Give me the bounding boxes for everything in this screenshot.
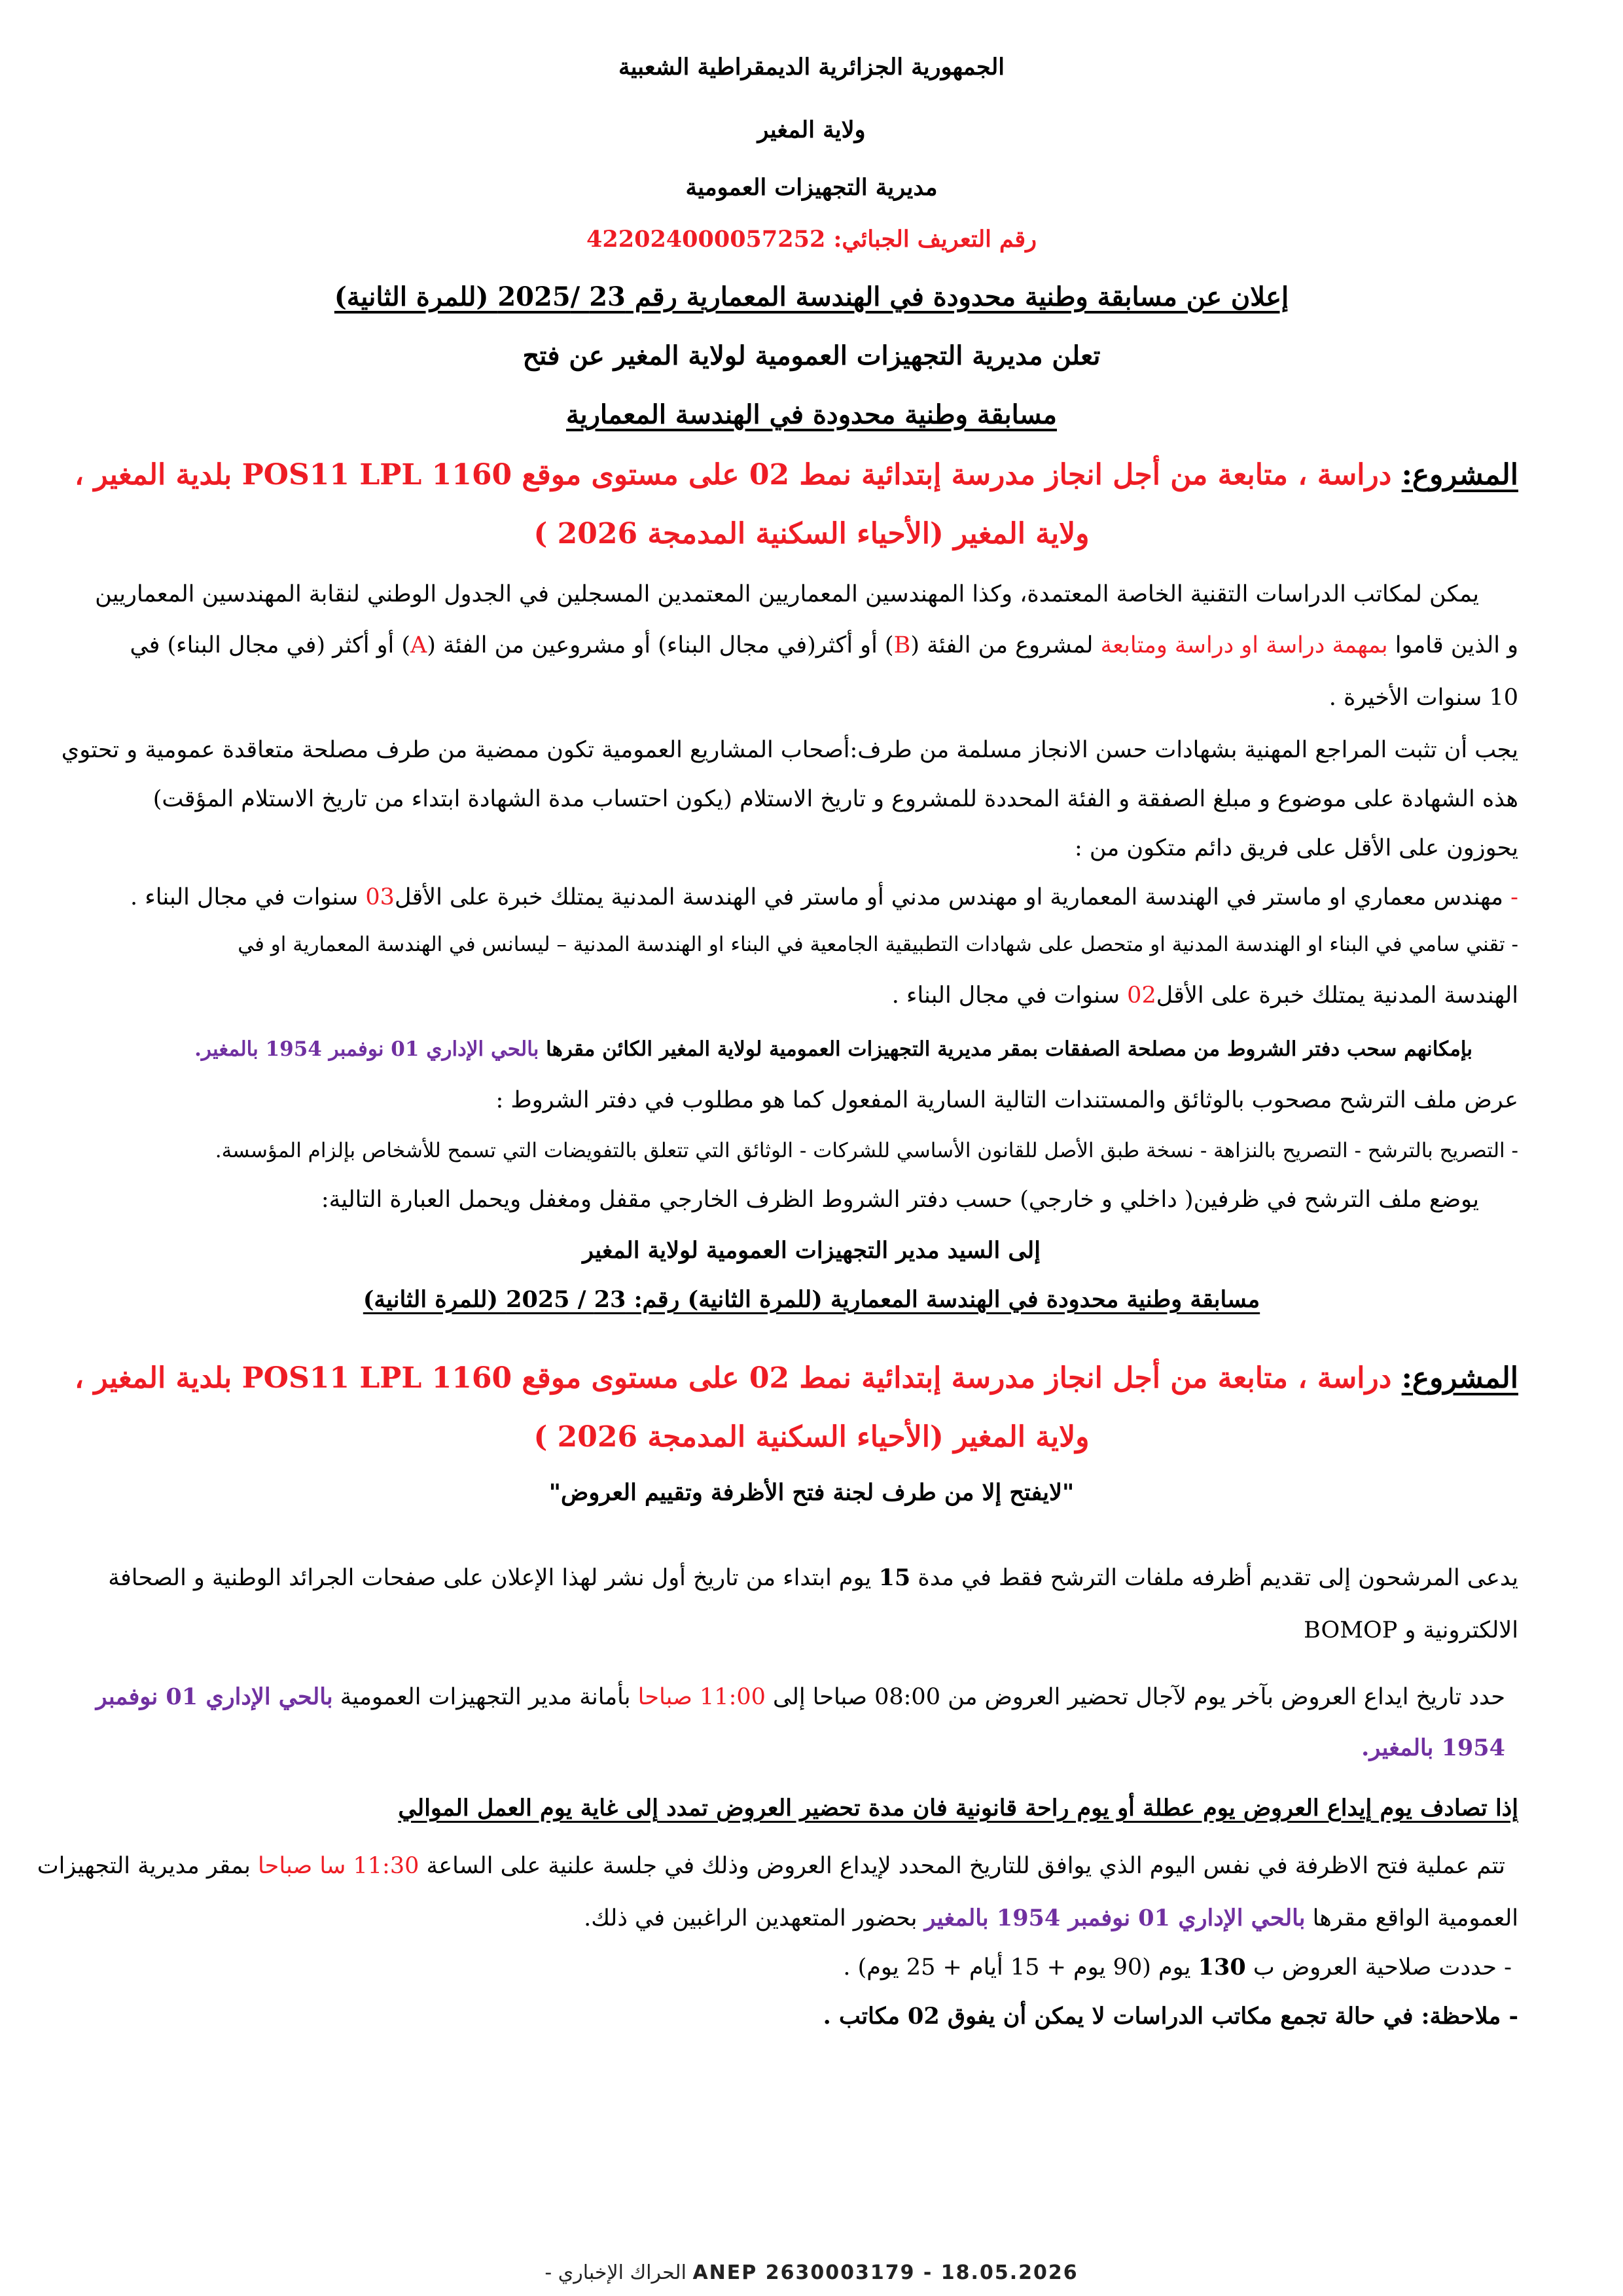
envelope-competition: مسابقة وطنية محدودة في الهندسة المعمارية (للمرة الثانية) رقم: 23 / 2025 (للمرة الثانية) — [363, 1286, 1260, 1313]
deadline-location: بالحي الإداري 01 نوفمبر — [96, 1683, 333, 1710]
invitation-line-1: يدعى المرشحون إلى تقديم أظرفه ملفات الترشح فقط في مدة 15 يوم ابتداء من تاريخ أول نشر لهذا الإعلان على صفحات الجرائد الوطنية و الصحافة — [108, 1564, 1518, 1591]
eligibility-line-1: يمكن لمكاتب الدراسات التقنية الخاصة المعتمدة، وكذا المهندسين المعماريين المعتمدين المسجلين في الجدول الوطني لنقابة المهندسين المعماريين — [95, 581, 1479, 607]
team-item-2-line-1: - تقني سامي في البناء او الهندسة المدنية او متحصل على شهادات التطبيقية الجامعية في البناء او الهندسة المدنية – ليسانس في الهندسة المعمارية او في — [238, 933, 1518, 956]
category-b: B — [893, 632, 911, 658]
competition-line: مسابقة وطنية محدودة في الهندسة المعمارية — [566, 399, 1057, 430]
deadline-time: 11:00 صباحا — [637, 1684, 766, 1710]
opening-time: 11:30 سا صباحا — [258, 1853, 419, 1879]
anep-reference: ANEP 2630003179 - 18.05.2026 — [692, 2261, 1079, 2284]
note-line: - ملاحظة: في حالة تجمع مكاتب الدراسات لا يمكن أن يفوق 02 مكاتب . — [823, 2003, 1518, 2030]
footer — [0, 2261, 1623, 2284]
deadline-line-1: حدد تاريخ ايداع العروض بآخر يوم لآجال تحضير العروض من 08:00 صباحا إلى 11:00 صباحا بأمانة مدير التجهيزات العمومية بالحي الإداري 01 نوفمبر — [96, 1683, 1505, 1710]
validity-line: - حددت صلاحية العروض ب 130 يوم (90 يوم + 15 أيام + 25 يوم) . — [843, 1954, 1512, 1981]
eligibility-line-2: و الذين قاموا بمهمة دراسة او دراسة ومتابعة لمشروع من الفئة (B) أو أكثر(في مجال البناء) أو مشروعين من الفئة (A) أو أكثر (في مجال البناء) في — [130, 632, 1518, 658]
mission-text: بمهمة دراسة او دراسة ومتابعة — [1100, 632, 1388, 658]
project-title-2: المشروع: دراسة ، متابعة من أجل انجاز مدرسة إبتدائية نمط 02 على مستوى موقع POS11 LPL 1160 بلدية المغير ، — [74, 1361, 1518, 1395]
do-not-open-notice: "لايفتح إلا من طرف لجنة فتح الأظرفة وتقييم العروض" — [548, 1479, 1075, 1506]
withdrawal-line: بإمكانهم سحب دفتر الشروط من مصلحة الصفقات بمقر مديرية التجهيزات العمومية لولاية المغير الكائن مقرها بالحي الإداري 01 نوفمبر 1954 بالمغير. — [194, 1037, 1472, 1061]
holiday-notice: إذا تصادف يوم إيداع العروض يوم عطلة أو يوم راحة قانونية فان مدة تحضير العروض تمدد إلى غاية يوم العمل الموالي — [398, 1795, 1518, 1821]
file-line-1: عرض ملف الترشح مصحوب بالوثائق والمستندات التالية السارية المفعول كما هو مطلوب في دفتر الشروط : — [495, 1087, 1518, 1113]
wilaya-title: ولاية المغير — [757, 117, 866, 143]
experience-years-1: 03 — [365, 884, 395, 910]
newspaper-name: الحراك الإخباري - — [544, 2261, 687, 2284]
deadline-line-2: 1954 بالمغير. — [1361, 1734, 1505, 1761]
eligibility-line-3: 10 سنوات الأخيرة . — [1329, 685, 1518, 711]
experience-years-2: 02 — [1127, 982, 1156, 1009]
project-label: المشروع: — [1401, 458, 1518, 492]
project-title-1-line2: ولاية المغير (الأحياء السكنية المدمجة 2026 ) — [533, 517, 1090, 550]
project-title-2-line2: ولاية المغير (الأحياء السكنية المدمجة 2026 ) — [533, 1420, 1090, 1454]
references-line-1: يجب أن تثبت المراجع المهنية بشهادات حسن الانجاز مسلمة من طرف:أصحاب المشاريع العمومية تكون ممضية من طرف مصلحة متعاقدة عمومية و تحتوي — [61, 737, 1518, 763]
intro-line: تعلن مديرية التجهيزات العمومية لولاية المغير عن فتح — [522, 340, 1101, 371]
directorate-title: مديرية التجهيزات العمومية — [685, 174, 938, 201]
envelope-addressee: إلى السيد مدير التجهيزات العمومية لولاية المغير — [582, 1237, 1041, 1264]
team-item-2-line-2: الهندسة المدنية يمتلك خبرة على الأقل02 سنوات في مجال البناء . — [891, 982, 1518, 1009]
project-text: دراسة ، متابعة من أجل انجاز مدرسة إبتدائية نمط 02 على مستوى موقع POS11 LPL 1160 بلدية المغير ، — [74, 458, 1402, 492]
fiscal-id: رقم التعريف الجبائي: 422024000057252 — [586, 226, 1037, 253]
team-item-1: - مهندس معماري او ماستر في الهندسة المعمارية او مهندس مدني أو ماستر في الهندسة المدنية يمتلك خبرة على الأقل03 سنوات في مجال البناء . — [130, 884, 1518, 910]
republic-title: الجمهورية الجزائرية الديمقراطية الشعبية — [618, 54, 1005, 81]
project-title-1 — [74, 458, 1518, 493]
validity-days: 130 — [1198, 1954, 1246, 1981]
opening-line-2: العمومية الواقع مقرها بالحي الإداري 01 نوفمبر 1954 بالمغير بحضور المتعهدين الراغبين في ذلك. — [584, 1905, 1518, 1931]
opening-location: بالحي الإداري 01 نوفمبر 1954 بالمغير — [924, 1905, 1306, 1931]
category-a: A — [410, 632, 427, 658]
file-line-2: - التصريح بالترشح - التصريح بالنزاهة - نسخة طبق الأصل للقانون الأساسي للشركات - الوثائق التي تتعلق بالتفويضات التي تسمح للأشخاص بإلزام المؤسسة. — [215, 1139, 1518, 1162]
announcement-title: إعلان عن مسابقة وطنية محدودة في الهندسة المعمارية رقم 23 /2025 (للمرة الثانية) — [334, 281, 1289, 312]
file-line-3: يوضع ملف الترشح في ظرفين( داخلي و خارجي) حسب دفتر الشروط الظرف الخارجي مقفل ومغفل ويحمل العبارة التالية: — [321, 1187, 1479, 1213]
references-line-2: هذه الشهادة على موضوع و مبلغ الصفقة و الفئة المحددة للمشروع و تاريخ الاستلام (يكون احتساب مدة الشهادة ابتداء من تاريخ الاستلام المؤقت) — [152, 786, 1518, 812]
references-line-3: يحوزون على الأقل على فريق دائم متكون من : — [1074, 835, 1518, 861]
invitation-line-2: الالكترونية و BOMOP — [1304, 1617, 1518, 1643]
withdrawal-location: بالحي الإداري 01 نوفمبر 1954 بالمغير. — [194, 1037, 539, 1061]
opening-line-1: تتم عملية فتح الاظرفة في نفس اليوم الذي يوافق للتاريخ المحدد لإيداع العروض وذلك في جلسة علنية على الساعة 11:30 سا صباحا بمقر مديرية التجهيزات — [37, 1853, 1505, 1879]
submission-days: 15 — [878, 1564, 911, 1591]
